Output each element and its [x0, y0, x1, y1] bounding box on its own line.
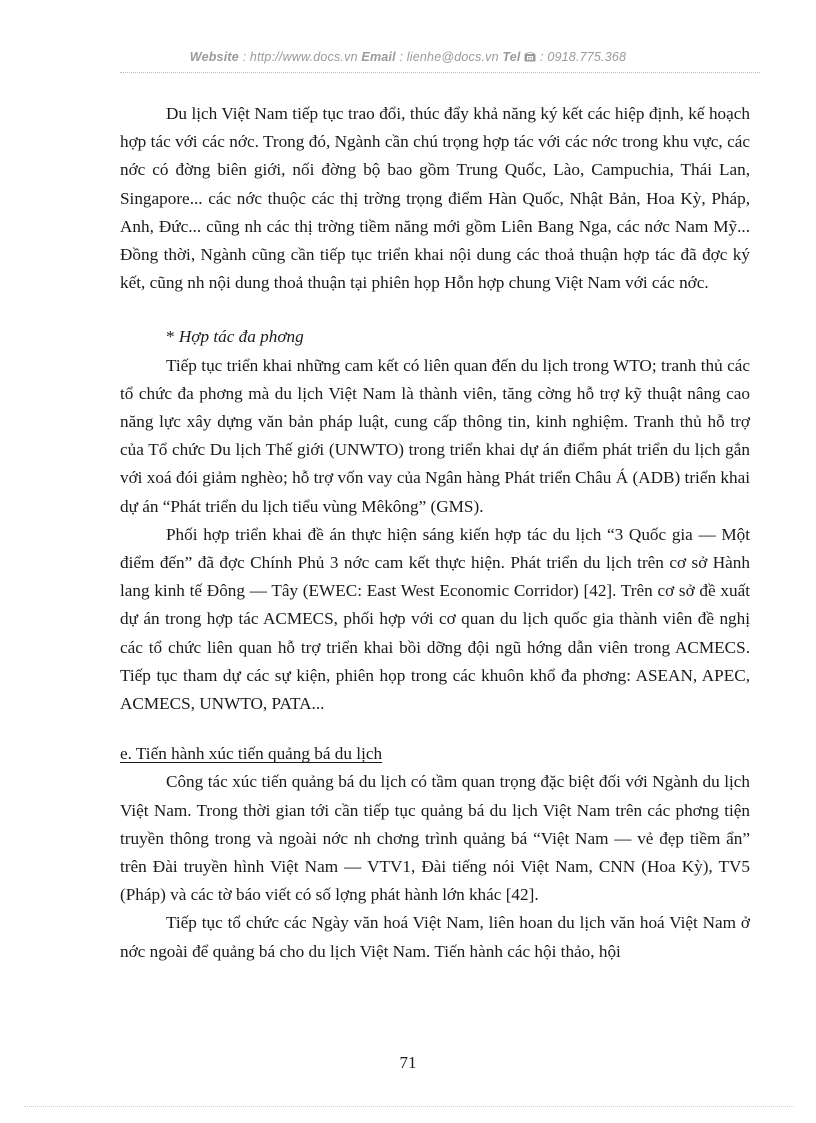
- subheading-multilateral: [120, 323, 750, 351]
- website-label: Website: [189, 50, 239, 64]
- page-number: 71: [399, 1053, 417, 1072]
- subheading-star: *: [166, 327, 179, 347]
- phone-icon: [524, 51, 536, 65]
- subheading-text: Hợp tác đa phơng: [178, 327, 304, 347]
- paragraph-culture-days: Tiếp tục tổ chức các Ngày văn hoá Việt Nam, liên hoan du lịch văn hoá Việt Nam ở nớc ngoài để quảng bá cho du lịch Việt Nam. Tiến hành các hội thảo, hội: [120, 913, 750, 961]
- paragraph-three-countries: Phối hợp triển khai đề án thực hiện sáng kiến hợp tác du lịch “3 Quốc gia — Một điểm đến” đã đợc Chính Phủ 3 nớc cam kết thực hiện. Phát triển du lịch trên cơ sở Hành lang kinh tế Đông — Tây (EWEC: East West Economic Corridor) [42]. Trên cơ sở đề xuất dự án trong hợp tác ACMECS, phối hợp với cơ quan du lịch quốc gia thành viên đề nghị các tổ chức liên quan hỗ trợ triển khai bồi dỡng đội ngũ hớng dẫn viên trong ACMECS. Tiếp tục tham dự các sự kiện, phiên họp trong các khuôn khổ đa phơng: ASEAN, APEC, ACMECS, UNWTO, PATA...: [120, 524, 750, 714]
- website-value: : http://www.docs.vn: [238, 50, 362, 64]
- page-header: [0, 50, 816, 65]
- paragraph-bilateral-cooperation: Du lịch Việt Nam tiếp tục trao đổi, thúc đẩy khả năng ký kết các hiệp định, kế hoạch hợp tác với các nớc. Trong đó, Ngành cần chú trọng hợp tác với các nớc trong khu vực, các nớc có đờng biên giới, nối đờng bộ bao gồm Trung Quốc, Lào, Campuchia, Thái Lan, Singapore... các nớc thuộc các thị trờng trọng điểm Hàn Quốc, Nhật Bản, Hoa Kỳ, Pháp, Anh, Đức... cũng nh các thị trờng tiềm năng mới gồm Liên Bang Nga, các nớc Nam Mỹ... Đồng thời, Ngành cũng cần tiếp tục triển khai nội dung các thoả thuận hợp tác đã đợc ký kết, cũng nh nội dung thoả thuận tại phiên họp Hỗn hợp chung Việt Nam với các nớc.: [120, 104, 750, 293]
- paragraph-multilateral: Tiếp tục triển khai những cam kết có liên quan đến du lịch trong WTO; tranh thủ các tổ chức đa phơng mà du lịch Việt Nam là thành viên, tăng cờng hỗ trợ kỹ thuật nâng cao năng lực xây dựng văn bản pháp luật, cung cấp thông tin, kinh nghiệm. Tranh thủ hỗ trợ của Tổ chức Du lịch Thế giới (UNWTO) trong triển khai dự án điểm phát triển du lịch gắn với xoá đói giảm nghèo; hỗ trợ vốn vay của Ngân hàng Phát triển Châu Á (ADB) triển khai dự án “Phát triển du lịch tiểu vùng Mêkông” (GMS).: [120, 355, 750, 516]
- tel-value: : 0918.775.368: [536, 50, 627, 64]
- header-divider: [120, 72, 760, 73]
- email-label: Email: [361, 50, 396, 64]
- section-heading-promotion: e. Tiến hành xúc tiến quảng bá du lịch: [120, 744, 383, 764]
- footer-divider: [24, 1106, 794, 1107]
- tel-label: Tel: [502, 50, 521, 64]
- document-body: [120, 100, 750, 966]
- email-value: : lienhe@docs.vn: [395, 50, 503, 64]
- paragraph-promotion: Công tác xúc tiến quảng bá du lịch có tầm quan trọng đặc biệt đối với Ngành du lịch Việt Nam. Trong thời gian tới cần tiếp tục quảng bá du lịch Việt Nam trên các phơng tiện truyền thông trong và ngoài nớc nh chơng trình quảng bá “Việt Nam — vẻ đẹp tiềm ẩn” trên Đài truyền hình Việt Nam — VTV1, Đài tiếng nói Việt Nam, CNN (Hoa Kỳ), TV5 (Pháp) và các tờ báo viết có số lợng phát hành lớn khác [42].: [120, 772, 750, 905]
